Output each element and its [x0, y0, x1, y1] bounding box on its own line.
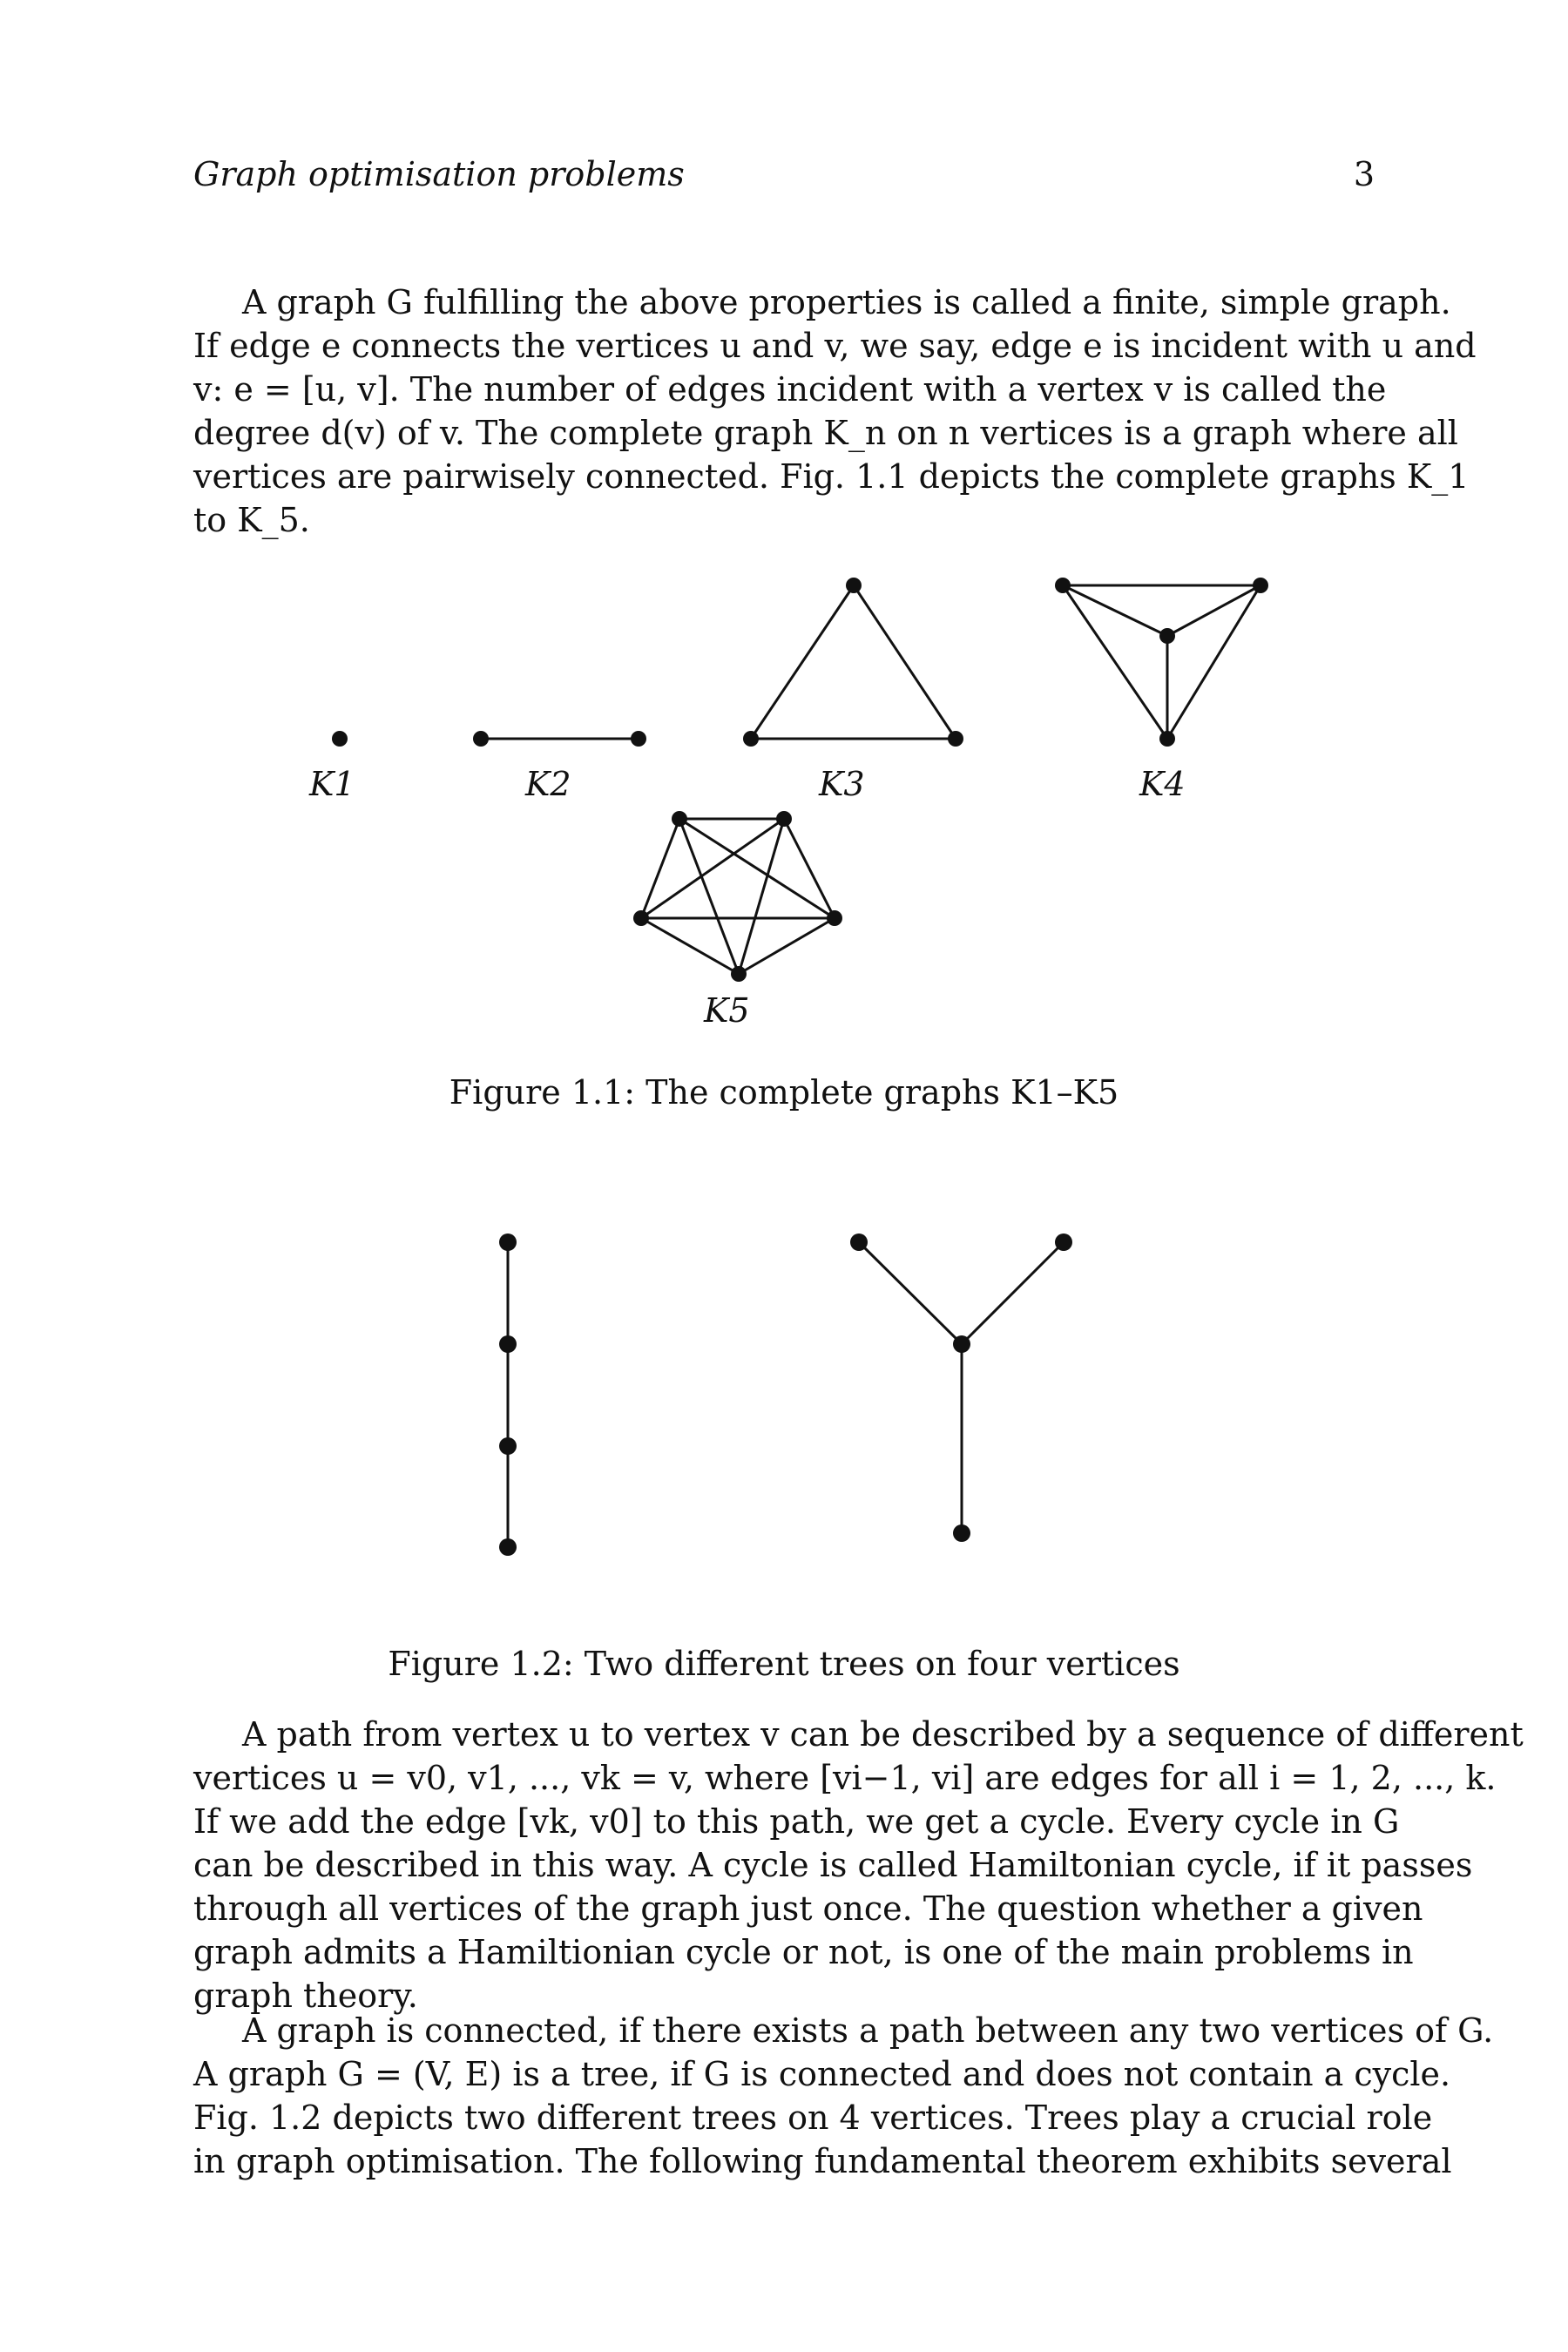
k2-vertex — [473, 731, 489, 747]
paragraph-2 — [193, 1713, 1524, 2017]
graph-k4 — [1055, 578, 1268, 747]
k5-edge — [679, 819, 835, 918]
running-head-title: Graph optimisation problems — [193, 155, 685, 193]
paragraph-2-line-1: A path from vertex u to vertex v can be described by a sequence of different — [242, 1715, 1524, 1754]
paragraph-1-line-4: degree d(v) of v. The complete graph K_n on n vertices is a graph where all — [193, 414, 1458, 452]
k4-vertex — [1253, 578, 1268, 593]
paragraph-1-line-3: v: e = [u, v]. The number of edges incident with a vertex v is called the — [193, 370, 1387, 409]
k5-vertex — [827, 910, 842, 926]
label-k2: K2 — [525, 765, 571, 803]
label-k3: K3 — [819, 765, 865, 803]
paragraph-1-line-6: to K_5. — [193, 501, 310, 539]
paragraph-1-line-2: If edge e connects the vertices u and v, we say, edge e is incident with u and — [193, 327, 1477, 365]
k3-vertex — [743, 731, 759, 747]
star-tree-vertex — [850, 1233, 868, 1251]
path-tree-vertex — [499, 1437, 517, 1455]
k4-vertex — [1159, 628, 1175, 644]
paragraph-2-line-7: graph theory. — [193, 1977, 418, 2015]
star-tree-vertex — [1055, 1233, 1072, 1251]
graph-k2 — [473, 731, 646, 747]
k4-vertex — [1159, 731, 1175, 747]
k5-edge — [679, 819, 739, 974]
k5-edge — [641, 918, 739, 974]
tree-path — [499, 1233, 517, 1556]
star-tree-vertex — [953, 1335, 970, 1353]
k4-edge — [1167, 585, 1260, 739]
page-number: 3 — [1353, 155, 1375, 193]
paragraph-3-line-1: A graph is connected, if there exists a path between any two vertices of G. — [242, 2011, 1494, 2050]
figure-2-caption: Figure 1.2: Two different trees on four vertices — [388, 1645, 1180, 1683]
k3-edge — [854, 585, 956, 739]
k5-vertex — [731, 966, 747, 982]
paragraph-2-line-6: graph admits a Hamiltionian cycle or not, is one of the main problems in — [193, 1933, 1414, 1971]
star-tree-vertex — [953, 1524, 970, 1542]
paragraph-1-line-5: vertices are pairwisely connected. Fig. 1.1 depicts the complete graphs K_1 — [193, 457, 1470, 496]
k5-vertex — [672, 811, 687, 827]
label-k4: K4 — [1139, 765, 1186, 803]
graph-k1 — [332, 731, 348, 747]
k4-vertex — [1055, 578, 1071, 593]
star-tree-edge — [859, 1242, 962, 1344]
paragraph-3 — [193, 2009, 1494, 2183]
k3-vertex — [948, 731, 963, 747]
k4-edge — [1063, 585, 1167, 739]
graph-k5 — [633, 811, 842, 982]
paragraph-1-line-1: A graph G fulfilling the above properties is called a finite, simple graph. — [242, 283, 1451, 321]
label-k5: K5 — [704, 991, 750, 1030]
paragraph-2-line-3: If we add the edge [vk, v0] to this path, we get a cycle. Every cycle in G — [193, 1802, 1400, 1841]
paragraph-3-line-3: Fig. 1.2 depicts two different trees on 4 vertices. Trees play a crucial role — [193, 2099, 1433, 2137]
label-k1: K1 — [309, 765, 355, 803]
path-tree-vertex — [499, 1538, 517, 1556]
paragraph-3-line-2: A graph G = (V, E) is a tree, if G is connected and does not contain a cycle. — [193, 2055, 1451, 2093]
paragraph-2-line-2: vertices u = v0, v1, ..., vk = v, where [vi−1, vi] are edges for all i = 1, 2, ..., k. — [193, 1759, 1497, 1797]
figure-1-caption: Figure 1.1: The complete graphs K1–K5 — [449, 1073, 1119, 1112]
paragraph-3-line-4: in graph optimisation. The following fundamental theorem exhibits several — [193, 2142, 1452, 2180]
k5-vertex — [776, 811, 792, 827]
star-tree-edge — [962, 1242, 1064, 1344]
graph-k3 — [743, 578, 963, 747]
k2-vertex — [631, 731, 646, 747]
paragraph-2-line-4: can be described in this way. A cycle is called Hamiltonian cycle, if it passes — [193, 1846, 1473, 1884]
path-tree-vertex — [499, 1335, 517, 1353]
k3-edge — [751, 585, 854, 739]
k5-vertex — [633, 910, 649, 926]
path-tree-vertex — [499, 1233, 517, 1251]
k3-vertex — [846, 578, 862, 593]
paragraph-2-line-5: through all vertices of the graph just once. The question whether a given — [193, 1889, 1423, 1928]
tree-star — [850, 1233, 1072, 1542]
k1-vertex — [332, 731, 348, 747]
